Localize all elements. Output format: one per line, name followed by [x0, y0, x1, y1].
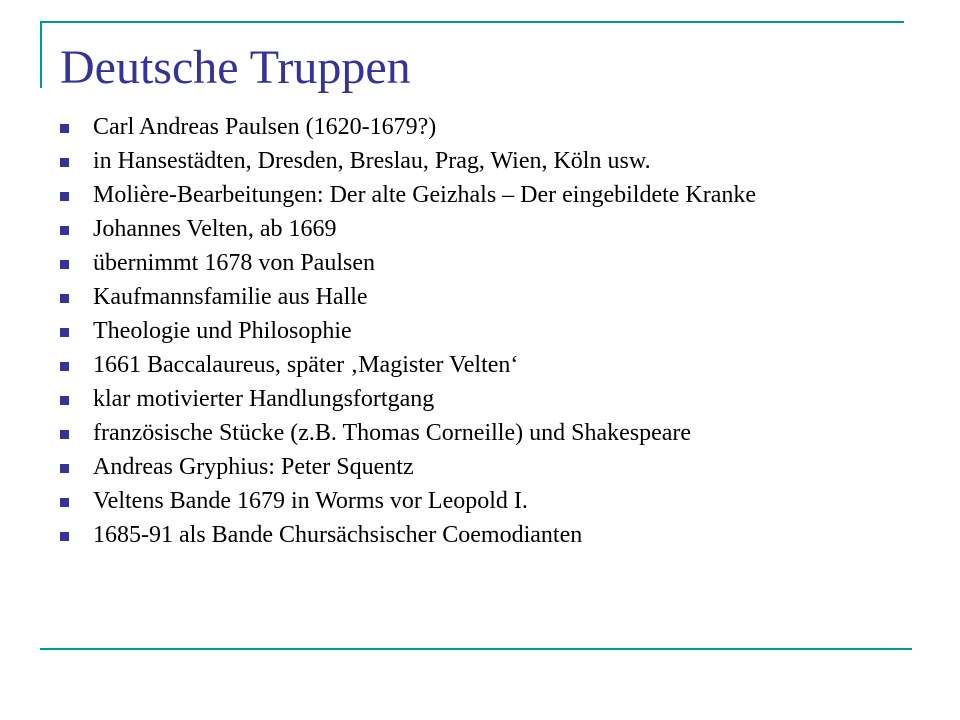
bullet-item: [60, 114, 880, 140]
bullet-item: [60, 488, 880, 514]
bullet-text: Johannes Velten, ab 1669: [93, 216, 337, 242]
bullet-text: übernimmt 1678 von Paulsen: [93, 250, 375, 276]
bullet-item: [60, 182, 880, 208]
square-bullet-icon: [60, 430, 69, 439]
square-bullet-icon: [60, 226, 69, 235]
square-bullet-icon: [60, 158, 69, 167]
square-bullet-icon: [60, 260, 69, 269]
square-bullet-icon: [60, 464, 69, 473]
bullet-text: Theologie und Philosophie: [93, 318, 352, 344]
bullet-item: [60, 284, 880, 310]
square-bullet-icon: [60, 532, 69, 541]
bullet-item: [60, 318, 880, 344]
bullet-text: französische Stücke (z.B. Thomas Corneille) und Shakespeare: [93, 420, 692, 446]
frame-left-line: [40, 21, 42, 88]
square-bullet-icon: [60, 328, 69, 337]
bullet-item: [60, 148, 880, 174]
square-bullet-icon: [60, 192, 69, 201]
bullet-item: [60, 454, 880, 480]
bullet-text: in Hansestädten, Dresden, Breslau, Prag, Wien, Köln usw.: [93, 148, 651, 174]
square-bullet-icon: [60, 498, 69, 507]
frame-top-line: [40, 21, 904, 23]
bullet-text: 1685-91 als Bande Chursächsischer Coemodianten: [93, 522, 583, 548]
bullet-item: [60, 250, 880, 276]
bullet-text: 1661 Baccalaureus, später ‚Magister Velten‘: [93, 352, 519, 378]
square-bullet-icon: [60, 124, 69, 133]
bullet-text: Carl Andreas Paulsen (1620-1679?): [93, 114, 437, 140]
bullet-text: Molière-Bearbeitungen: Der alte Geizhals – Der eingebildete Kranke: [93, 182, 757, 208]
slide-title: Deutsche Truppen: [60, 41, 411, 94]
bullet-text: Andreas Gryphius: Peter Squentz: [93, 454, 414, 480]
frame-bottom-line: [40, 648, 912, 650]
square-bullet-icon: [60, 396, 69, 405]
bullet-item: [60, 522, 880, 548]
bullet-text: Kaufmannsfamilie aus Halle: [93, 284, 368, 310]
square-bullet-icon: [60, 294, 69, 303]
bullet-item: [60, 420, 880, 446]
bullet-text: Veltens Bande 1679 in Worms vor Leopold I.: [93, 488, 528, 514]
square-bullet-icon: [60, 362, 69, 371]
bullet-item: [60, 352, 880, 378]
bullet-item: [60, 216, 880, 242]
bullet-item: [60, 386, 880, 412]
bullet-text: klar motivierter Handlungsfortgang: [93, 386, 435, 412]
bullet-list: [60, 114, 880, 556]
